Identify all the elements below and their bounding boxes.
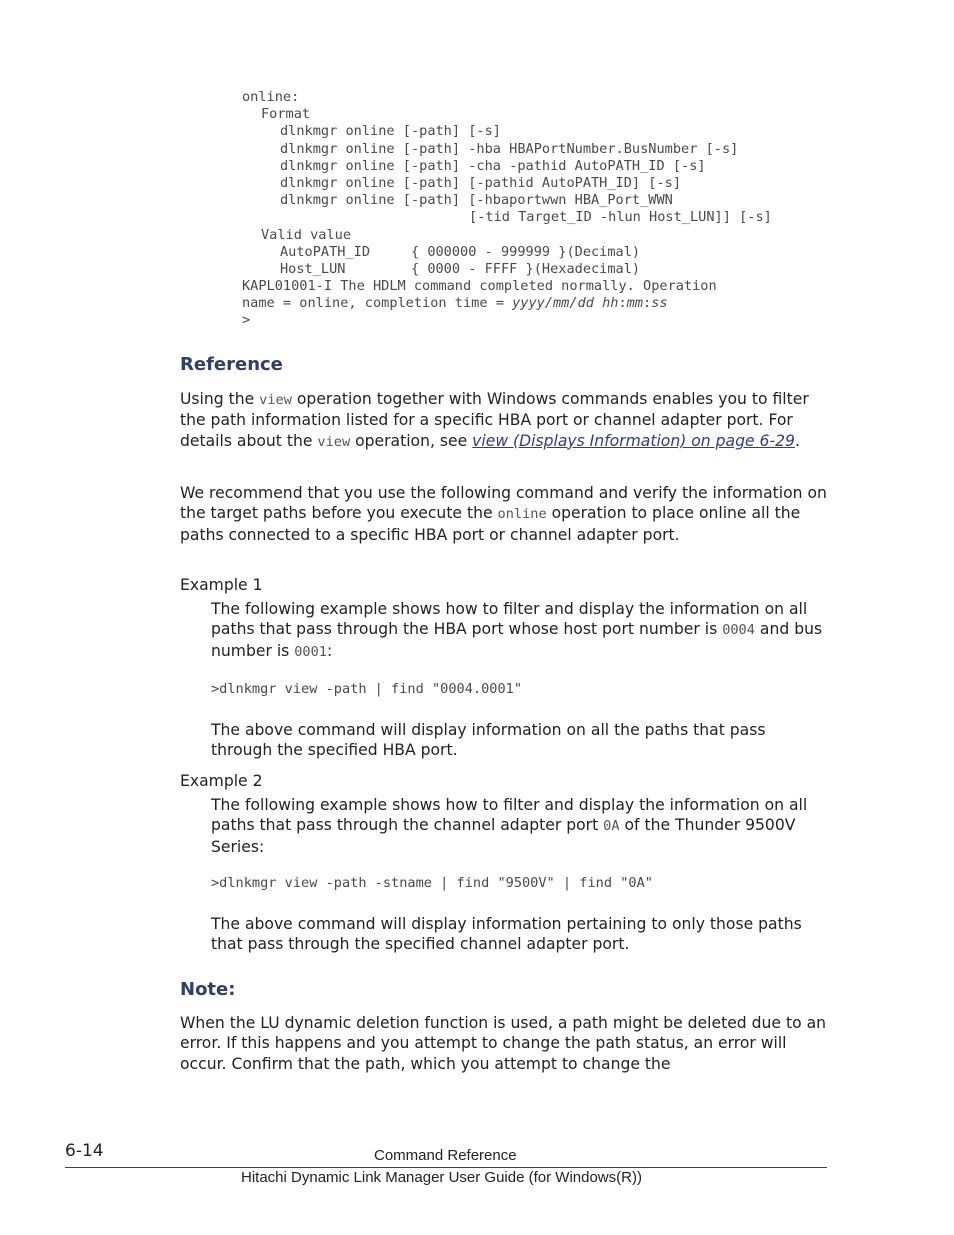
code-prompt: > (242, 312, 251, 329)
code-line-completion-time (242, 295, 772, 312)
inline-code: view (259, 392, 292, 408)
paragraph-text: The following example shows how to filter and display the information on all paths that pass through the channel adapter port (211, 796, 808, 835)
command-format-code-block (242, 89, 772, 330)
example-2-description (211, 795, 831, 857)
code-line: [-tid Target_ID -hlun Host_LUN]] [-s] (469, 209, 772, 226)
code-line: dlnkmgr online [-path] -cha -pathid AutoPATH_ID [-s] (280, 157, 706, 174)
paragraph-text: Using the (180, 390, 260, 408)
paragraph-text: and bus number is (211, 620, 823, 660)
code-line: KAPL01001-I The HDLM command completed normally. Operation (242, 278, 717, 295)
code-line: online: (242, 89, 300, 105)
code-line: Host_LUN { 0000 - FFFF }(Hexadecimal) (280, 260, 641, 277)
paragraph-text: of the Thunder 9500V Series: (211, 816, 796, 856)
inline-code: online (497, 506, 547, 523)
example-1-label: Example 1 (180, 576, 263, 594)
example-1-result: The above command will display information on all the paths that pass through the specified HBA port. (211, 721, 766, 760)
example-2-command: >dlnkmgr view -path -stname | find "9500V" | find "0A" (211, 875, 653, 891)
paragraph-text: operation to place online all the paths connected to a specific HBA port or channel adapter port. (180, 504, 801, 544)
code-line: dlnkmgr online [-path] [-s] (280, 123, 501, 140)
footer-book-title: Hitachi Dynamic Link Manager User Guide (for Windows(R)) (241, 1169, 642, 1186)
code-line: AutoPATH_ID { 000000 - 999999 }(Decimal) (280, 243, 641, 260)
note-paragraph: When the LU dynamic deletion function is used, a path might be deleted due to an error. If this happens and you attempt to change the path status, an error will occur. Confirm that the path, which you attempt to change the (180, 1014, 827, 1073)
example-1-command: >dlnkmgr view -path | find "0004.0001" (211, 681, 522, 697)
paragraph-text: . (794, 431, 800, 450)
paragraph-text: We recommend that you use the following command and verify the information on the target paths before you execute the (180, 484, 827, 523)
code-placeholder-minute: mm (626, 295, 644, 312)
footer-divider (65, 1167, 827, 1168)
code-placeholder-hour: hh (602, 295, 619, 312)
code-placeholder-second: ss (651, 295, 668, 312)
paragraph-text: operation, see (350, 431, 473, 450)
reference-paragraph-1 (180, 389, 830, 452)
view-operation-link[interactable]: view (Displays Information) on page 6-29 (472, 431, 795, 450)
example-1-description (211, 599, 831, 662)
inline-code: 0A (603, 818, 620, 835)
code-line: dlnkmgr online [-path] [-pathid AutoPATH_ID] [-s] (280, 174, 682, 191)
example-2-result: The above command will display information pertaining to only those paths that pass through the specified channel adapter port. (211, 915, 802, 954)
example-2-label: Example 2 (180, 772, 263, 790)
code-line: Valid value (261, 226, 352, 243)
inline-code: view (317, 433, 351, 450)
code-line: dlnkmgr online [-path] -hba HBAPortNumber.BusNumber [-s] (280, 140, 739, 157)
inline-code: 0004 (722, 622, 755, 639)
note-heading: Note: (180, 979, 236, 1000)
code-colon: : (643, 295, 652, 312)
reference-heading: Reference (180, 354, 283, 375)
paragraph-text: : (326, 641, 333, 660)
code-line: dlnkmgr online [-path] [-hbaportwwn HBA_Port_WWN (280, 192, 673, 209)
code-line: Format (261, 106, 311, 123)
code-colon: : (618, 295, 627, 312)
inline-code: 0001 (294, 643, 327, 660)
footer-page-number: 6-14 (65, 1141, 104, 1161)
reference-paragraph-2 (180, 483, 830, 545)
code-text: name = online, completion time = (242, 295, 513, 312)
footer-section-title: Command Reference (374, 1147, 517, 1164)
paragraph-text: operation together with Windows commands enables you to filter the path information listed for a specific HBA port or channel adapter port. For details about the (180, 390, 809, 450)
code-placeholder-date: yyyy/mm/dd (512, 295, 594, 312)
paragraph-text: The following example shows how to filter and display the information on all paths that pass through the HBA port whose host port number is (211, 600, 808, 639)
